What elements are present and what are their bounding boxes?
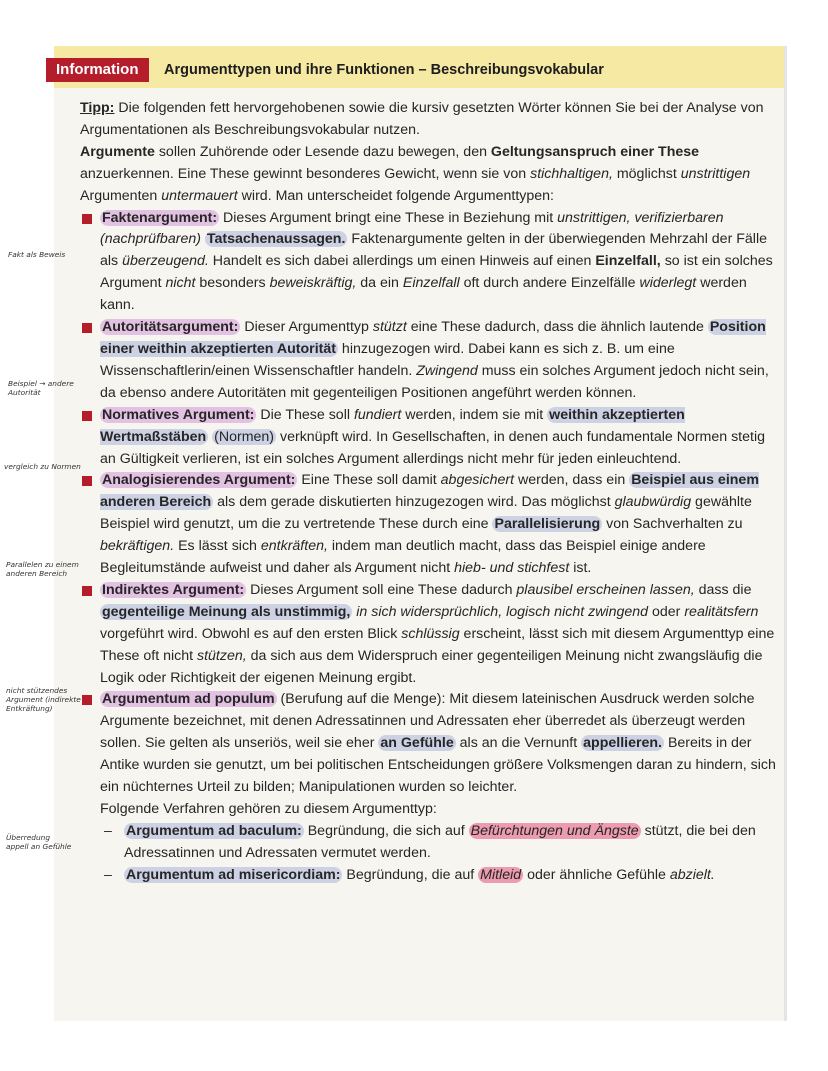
highlight-blue: weithin akzeptierten Wertmaßstäben — [100, 406, 685, 445]
highlight-blue: gegenteilige Meinung als unstimmig, — [102, 603, 351, 620]
item-italic: schlüssig — [401, 625, 460, 642]
item-label: Argumentum ad populum — [102, 691, 275, 708]
item-text: ist. — [569, 560, 592, 577]
item-faktenargument — [80, 208, 776, 318]
item-label: Normatives Argument: — [102, 406, 255, 423]
item-text: Dieser Argumenttyp — [240, 319, 373, 336]
item-text: eine These dadurch, dass die ähnlich lautende — [406, 319, 708, 336]
item-argumentum-ad-populum — [80, 689, 776, 886]
intro-bold: Geltungsanspruch einer These — [490, 143, 700, 160]
bullet-square — [82, 695, 92, 705]
item-normatives-argument — [80, 405, 776, 471]
item-text: von Sachverhalten zu — [602, 516, 743, 533]
item-text: Dieses Argument bringt eine These in Beziehung mit — [219, 209, 558, 226]
item-text: Begründung, die sich auf — [303, 822, 469, 839]
item-text: (Berufung auf die Menge): Mit diesem lateinischen Ausdruck werden solche Argumente bezeichnet, mit denen Adressatinnen und Adressaten eher überredet als überzeugt werden sollen. Sie gelten als unseriös, weil sie eher — [100, 691, 755, 752]
information-tag: Information — [46, 58, 149, 82]
item-text: da sich aus dem Widerspruch einer gegenteiligen Meinung nicht zwangsläufig die Logik oder Richtigkeit der eigenen Meinung ergibt. — [100, 647, 763, 686]
item-italic: glaubwürdig — [614, 494, 692, 511]
item-text: Eine These soll damit — [297, 472, 441, 489]
item-text: als an die Vernunft — [455, 735, 582, 752]
sub-label: Argumentum ad misericordiam: — [126, 866, 341, 883]
item-italic: unstrittigen, verifizierbaren (nachprüfbaren) — [100, 209, 724, 248]
bullet-square — [82, 323, 92, 333]
bullet-square — [82, 586, 92, 596]
intro-bold: Argumente — [80, 143, 155, 160]
item-italic: abzielt. — [669, 866, 715, 883]
item-indirektes-argument — [80, 580, 776, 690]
item-italic: bekräftigen. — [100, 538, 175, 555]
item-italic: entkräften, — [260, 538, 328, 555]
item-text: verknüpft wird. In Gesellschaften, in denen auch fundamentale Normen stetig an Gültigkeit verlieren, ist ein solches Argument allerdings nicht mehr für jeden einleuchtend. — [100, 428, 766, 467]
margin-note: Überredung appell an Gefühle — [6, 833, 72, 851]
item-text: oft durch andere Einzelfälle — [459, 275, 640, 292]
item-text: oder — [648, 603, 685, 620]
intro-text: anzuerkennen. Eine These gewinnt besonderes Gewicht, wenn sie von — [80, 165, 531, 182]
item-text: Handelt es sich dabei allerdings um einen Hinweis auf einen — [208, 253, 596, 270]
intro-text: sollen Zuhörende oder Lesende dazu bewegen, den — [154, 143, 491, 160]
item-label: Indirektes Argument: — [102, 581, 245, 598]
item-italic: realitätsfern — [684, 603, 759, 620]
item-text: werden, dass ein — [514, 472, 630, 489]
item-text: Die These soll — [256, 406, 354, 423]
item-text: Faktenargumente gelten in der überwiegenden Mehrzahl der Fälle als — [100, 231, 767, 270]
intro-text: wird. Man unterscheidet folgende Argumenttypen: — [237, 187, 554, 204]
margin-note: Parallelen zu einem anderen Bereich — [6, 560, 79, 578]
item-text: als dem gerade diskutierten hinzugezogen wird. Das möglichst — [213, 494, 615, 511]
item-text: Dieses Argument soll eine These dadurch — [246, 581, 517, 598]
body-text — [80, 98, 776, 887]
sub-label: Argumentum ad baculum: — [126, 822, 302, 839]
item-italic: abgesichert — [440, 472, 515, 489]
item-text: dass die — [694, 581, 752, 598]
item-label: Autoritätsargument: — [102, 319, 239, 336]
item-text: stützt, die bei den Adressatinnen und Adressaten vermutet werden. — [124, 822, 756, 861]
highlight-red: Mitleid — [480, 866, 522, 883]
item-italic: nicht — [165, 275, 196, 292]
bullet-square — [82, 476, 92, 486]
page-title: Argumenttypen und ihre Funktionen – Beschreibungsvokabular — [164, 62, 604, 78]
highlight-red: Befürchtungen und Ängste — [470, 822, 639, 839]
item-italic: fundiert — [353, 406, 402, 423]
highlight-blue: an Gefühle — [380, 735, 454, 752]
item-text: indem man deutlich macht, dass das Beispiel einige andere Begleitumstände aufweist und daher als Argument nicht — [100, 538, 706, 577]
textbook-page — [54, 46, 784, 1021]
margin-note: nicht stützendes Argument (indirekte Entkräftung) — [6, 686, 81, 713]
sub-item-ad-baculum — [100, 821, 776, 865]
item-label: Analogisierendes Argument: — [102, 472, 296, 489]
item-italic: stützen, — [197, 647, 247, 664]
dash-bullet: – — [104, 822, 112, 839]
intro-text: Argumenten — [80, 187, 162, 204]
item-text: vorgeführt wird. Obwohl es auf den ersten Blick — [100, 625, 402, 642]
item-italic: stützt — [372, 319, 407, 336]
item-label: Faktenargument: — [102, 209, 218, 226]
item-text: gewählte Beispiel wird genutzt, um die zu vertretende These durch eine — [100, 494, 752, 533]
sub-item-ad-misericordiam — [100, 865, 776, 887]
highlight-blue: Beispiel aus einem anderen Bereich — [100, 472, 759, 511]
item-italic: plausibel erscheinen lassen, — [516, 581, 695, 598]
item-bold: Einzelfall, — [595, 253, 661, 270]
item-italic: beweiskräftig, — [269, 275, 357, 292]
item-italic: in sich widersprüchlich, logisch nicht zwingend — [356, 603, 649, 620]
item-italic: widerlegt — [639, 275, 697, 292]
intro-paragraph — [80, 142, 776, 208]
header-band — [54, 46, 784, 88]
item-text: Begründung, die auf — [342, 866, 479, 883]
margin-note: Beispiel → andere Autorität — [8, 379, 74, 397]
item-text: Es lässt sich — [174, 538, 261, 555]
bullet-square — [82, 214, 92, 224]
item-text: so ist ein solches Argument — [100, 253, 773, 292]
margin-note: Fakt als Beweis — [8, 250, 66, 259]
highlight-blue: Parallelisierung — [494, 516, 601, 533]
tipp-text: Die folgenden fett hervorgehobenen sowie die kursiv gesetzten Wörter können Sie bei der Analyse von Argumentationen als Beschreibungsvokabular nutzen. — [80, 100, 764, 138]
highlight-blue: (Normen) — [214, 428, 275, 445]
item-text: da ein — [356, 275, 403, 292]
highlight-blue: Tatsachenaussagen. — [206, 231, 346, 248]
procedures-intro: Folgende Verfahren gehören zu diesem Argumenttyp: — [100, 801, 437, 817]
intro-text: möglichst — [612, 165, 681, 182]
tipp-paragraph — [80, 98, 776, 142]
margin-note: vergleich zu Normen — [4, 462, 81, 471]
item-italic: überzeugend. — [122, 253, 209, 270]
intro-italic: untermauert — [161, 187, 238, 204]
item-italic: hieb- und stichfest — [454, 560, 570, 577]
highlight-blue: Position einer weithin akzeptierten Autorität — [100, 319, 766, 357]
item-analogisierendes-argument — [80, 470, 776, 580]
item-text: besonders — [195, 275, 270, 292]
tipp-label: Tipp: — [80, 100, 115, 116]
highlight-blue: appellieren. — [583, 735, 662, 752]
bullet-square — [82, 411, 92, 421]
intro-italic: unstrittigen — [680, 165, 751, 182]
item-text: erscheint, lässt sich mit diesem Argumenttyp eine These oft nicht — [100, 625, 775, 664]
item-italic: Einzelfall — [402, 275, 460, 292]
item-autoritaetsargument — [80, 317, 776, 405]
intro-italic: stichhaltigen, — [530, 165, 613, 182]
item-text: hinzugezogen wird. Dabei kann es sich z. B. um eine Wissenschaftlerin/einen Wissenschaftler handeln. — [100, 340, 675, 379]
item-text: oder ähnliche Gefühle — [523, 866, 670, 883]
dash-bullet: – — [104, 866, 112, 883]
item-italic: Zwingend — [416, 362, 478, 379]
item-text: werden, indem sie mit — [401, 406, 548, 423]
item-text: muss ein solches Argument jedoch nicht sein, da ebenso andere Autoritäten mit gegenteiligen Positionen angeführt werden können. — [100, 362, 769, 401]
item-text: Bereits in der Antike wurden sie genutzt, um bei politischen Entscheidungen größere Volksmengen daran zu hindern, sich ein nüchternes Urteil zu bilden; Manipulationen wurden so leichter. — [100, 735, 776, 796]
item-text: werden kann. — [100, 275, 747, 314]
